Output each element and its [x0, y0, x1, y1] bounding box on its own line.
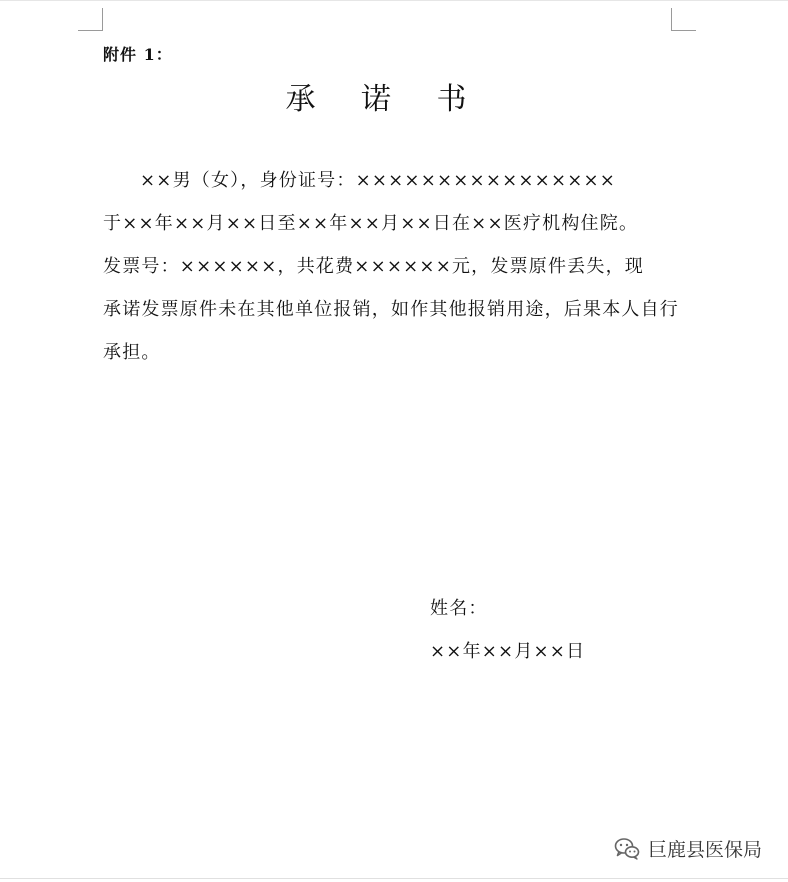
body-line-2: 于××年××月××日至××年××月××日在××医疗机构住院。: [103, 213, 639, 234]
wechat-icon: [614, 836, 640, 860]
document-title: 承 诺 书: [285, 82, 485, 117]
body-line-4: 承诺发票原件未在其他单位报销，如作其他报销用途，后果本人自行: [103, 299, 679, 320]
signature-name-label: 姓名：: [430, 598, 488, 619]
body-line-3: 发票号：××××××，共花费××××××元，发票原件丢失，现: [103, 256, 644, 277]
body-line-1: ××男（女），身份证号：××××××××××××××××: [140, 170, 617, 191]
watermark: [614, 834, 762, 862]
signature-date: ××年××月××日: [430, 641, 586, 662]
attachment-label: 附件 1：: [103, 45, 173, 64]
crop-mark-top-right: [671, 8, 696, 31]
crop-mark-top-left: [78, 8, 103, 31]
page-top-edge: [0, 0, 788, 1]
body-line-5: 承担。: [103, 342, 161, 363]
watermark-text: 巨鹿县医保局: [648, 838, 763, 861]
page-bottom-edge: [0, 878, 788, 879]
